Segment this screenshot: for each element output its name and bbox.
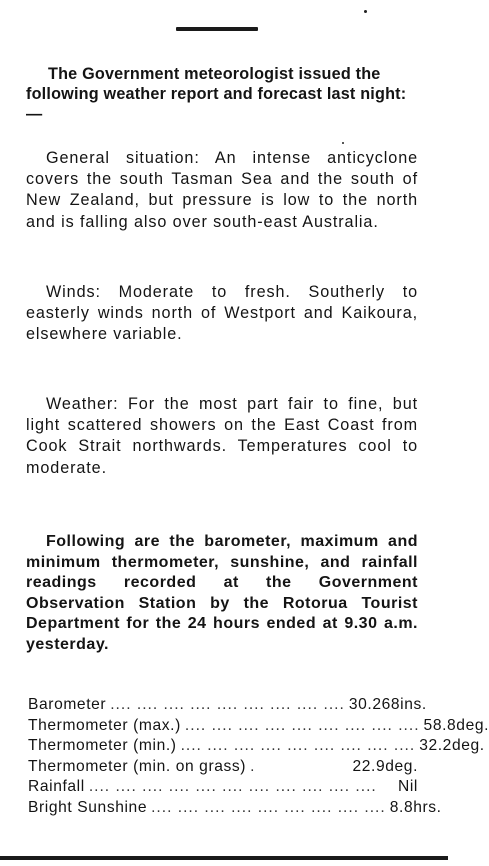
reading-label: Barometer bbox=[28, 696, 107, 713]
reading-value: 22.9deg. bbox=[352, 757, 418, 775]
reading-label: Thermometer (min.) bbox=[28, 737, 177, 755]
reading-label: Bright Sunshine bbox=[28, 798, 148, 816]
print-speck bbox=[342, 142, 344, 144]
leader-dots: .... .... .... .... .... .... .... .... .... bbox=[110, 696, 345, 713]
paragraph-winds bbox=[26, 282, 418, 346]
reading-row-thermometer-grass bbox=[28, 758, 418, 779]
reading-value: 8.8hrs. bbox=[389, 798, 442, 816]
winds-text: Winds: Moderate to fresh. Southerly to easterly winds north of Westport and Kaikoura, elsewhere variable. bbox=[26, 283, 418, 344]
reading-label: Thermometer (max.) bbox=[28, 716, 181, 734]
reading-row-thermometer-max bbox=[28, 716, 489, 738]
readings-intro-text: Following are the barometer, maximum and minimum thermometer, sunshine, and rainfall readings recorded at the Government Observation Station by the Rotorua Tourist Department for the 24 hours ended at 9.30 a.m. yesterday. bbox=[26, 533, 418, 653]
reading-row-barometer bbox=[28, 696, 427, 717]
article-intro bbox=[26, 64, 418, 124]
reading-label: Rainfall bbox=[28, 778, 85, 796]
leader-dots: .... .... .... .... .... .... .... .... .... .... .... bbox=[88, 778, 377, 796]
reading-row-rainfall bbox=[28, 778, 418, 799]
reading-value: Nil bbox=[398, 778, 418, 796]
leader-dots: .... .... .... .... .... .... .... .... .... bbox=[184, 716, 420, 734]
reading-value: 58.8deg. bbox=[423, 716, 489, 734]
reading-value: 30.268ins. bbox=[348, 696, 427, 713]
print-speck bbox=[364, 10, 367, 13]
reading-label: Thermometer (min. on grass) bbox=[28, 757, 247, 775]
paragraph-weather bbox=[26, 394, 418, 479]
general-situation-text: General situation: An intense anticyclone covers the south Tasman Sea and the south of New Zealand, but pressure is low to the north and is falling also over south-east Australia. bbox=[26, 149, 418, 231]
leader-dots: .... .... .... .... .... .... .... .... .... bbox=[151, 798, 386, 816]
reading-row-sunshine bbox=[28, 798, 442, 820]
paragraph-general-situation bbox=[26, 148, 418, 233]
bottom-rule bbox=[0, 856, 448, 860]
weather-text: Weather: For the most part fair to fine, but light scattered showers on the East Coast from Cook Strait northwards. Temperatures cool to moderate. bbox=[26, 395, 418, 477]
reading-row-thermometer-min bbox=[28, 737, 485, 758]
intro-text: The Government meteorologist issued the following weather report and forecast last night:— bbox=[26, 65, 407, 123]
leader-dots: . bbox=[250, 757, 256, 775]
reading-value: 32.2deg. bbox=[419, 737, 485, 755]
top-rule bbox=[176, 27, 258, 31]
readings-table bbox=[28, 696, 489, 820]
leader-dots: .... .... .... .... .... .... .... .... .... bbox=[180, 737, 416, 755]
readings-intro bbox=[26, 532, 418, 656]
